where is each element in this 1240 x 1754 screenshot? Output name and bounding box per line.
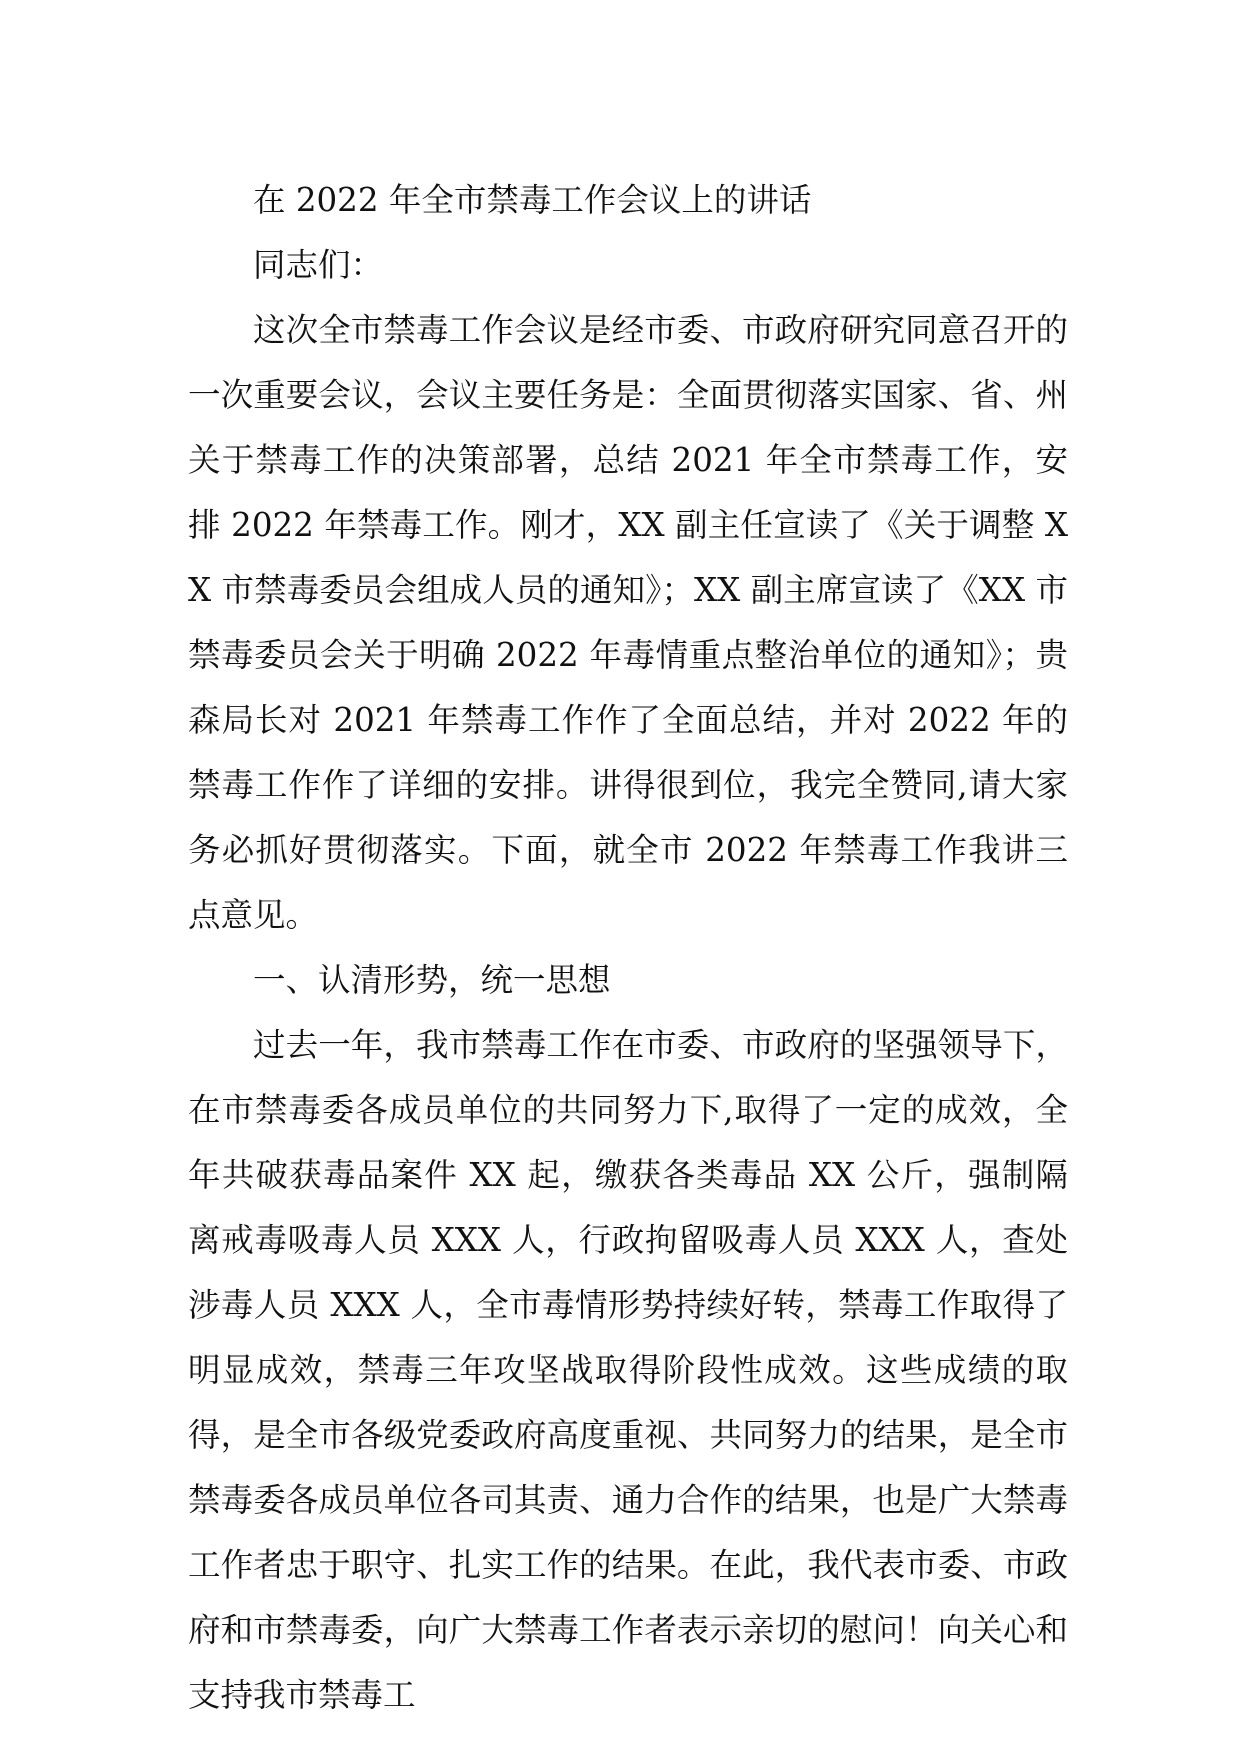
document-body [188,168,1068,1728]
salutation: 同志们： [253,246,384,284]
section-heading-1: 一、认清形势，统一思想 [253,961,611,999]
document-title: 在 2022 年全市禁毒工作会议上的讲话 [253,181,812,219]
paragraph-review: 过去一年，我市禁毒工作在市委、市政府的坚强领导下，在市禁毒委各成员单位的共同努力下,取得了一定的成效，全年共破获毒品案件 XX 起，缴获各类毒品 XX 公斤，强制隔离戒毒吸毒人员 XXX 人，行政拘留吸毒人员 XXX 人，查处涉毒人员 XXX 人，全市毒情形势持续好转，禁毒工作取得了明显成效，禁毒三年攻坚战取得阶段性成效。这些成绩的取得，是全市各级党委政府高度重视、共同努力的结果，是全市禁毒委各成员单位各司其责、通力合作的结果，也是广大禁毒工作者忠于职守、扎实工作的结果。在此，我代表市委、市政府和市禁毒委，向广大禁毒工作者表示亲切的慰问！向关心和支持我市禁毒工 [188,1026,1068,1714]
paragraph-opening: 这次全市禁毒工作会议是经市委、市政府研究同意召开的一次重要会议，会议主要任务是：全面贯彻落实国家、省、州关于禁毒工作的决策部署，总结 2021 年全市禁毒工作，安排 2022 年禁毒工作。刚才，XX 副主任宣读了《关于调整 XX 市禁毒委员会组成人员的通知》；XX 副主席宣读了《XX 市禁毒委员会关于明确 2022 年毒情重点整治单位的通知》；贵森局长对 2021 年禁毒工作作了全面总结，并对 2022 年的禁毒工作作了详细的安排。讲得很到位，我完全赞同,请大家务必抓好贯彻落实。下面，就全市 2022 年禁毒工作我讲三点意见。 [188,311,1068,934]
